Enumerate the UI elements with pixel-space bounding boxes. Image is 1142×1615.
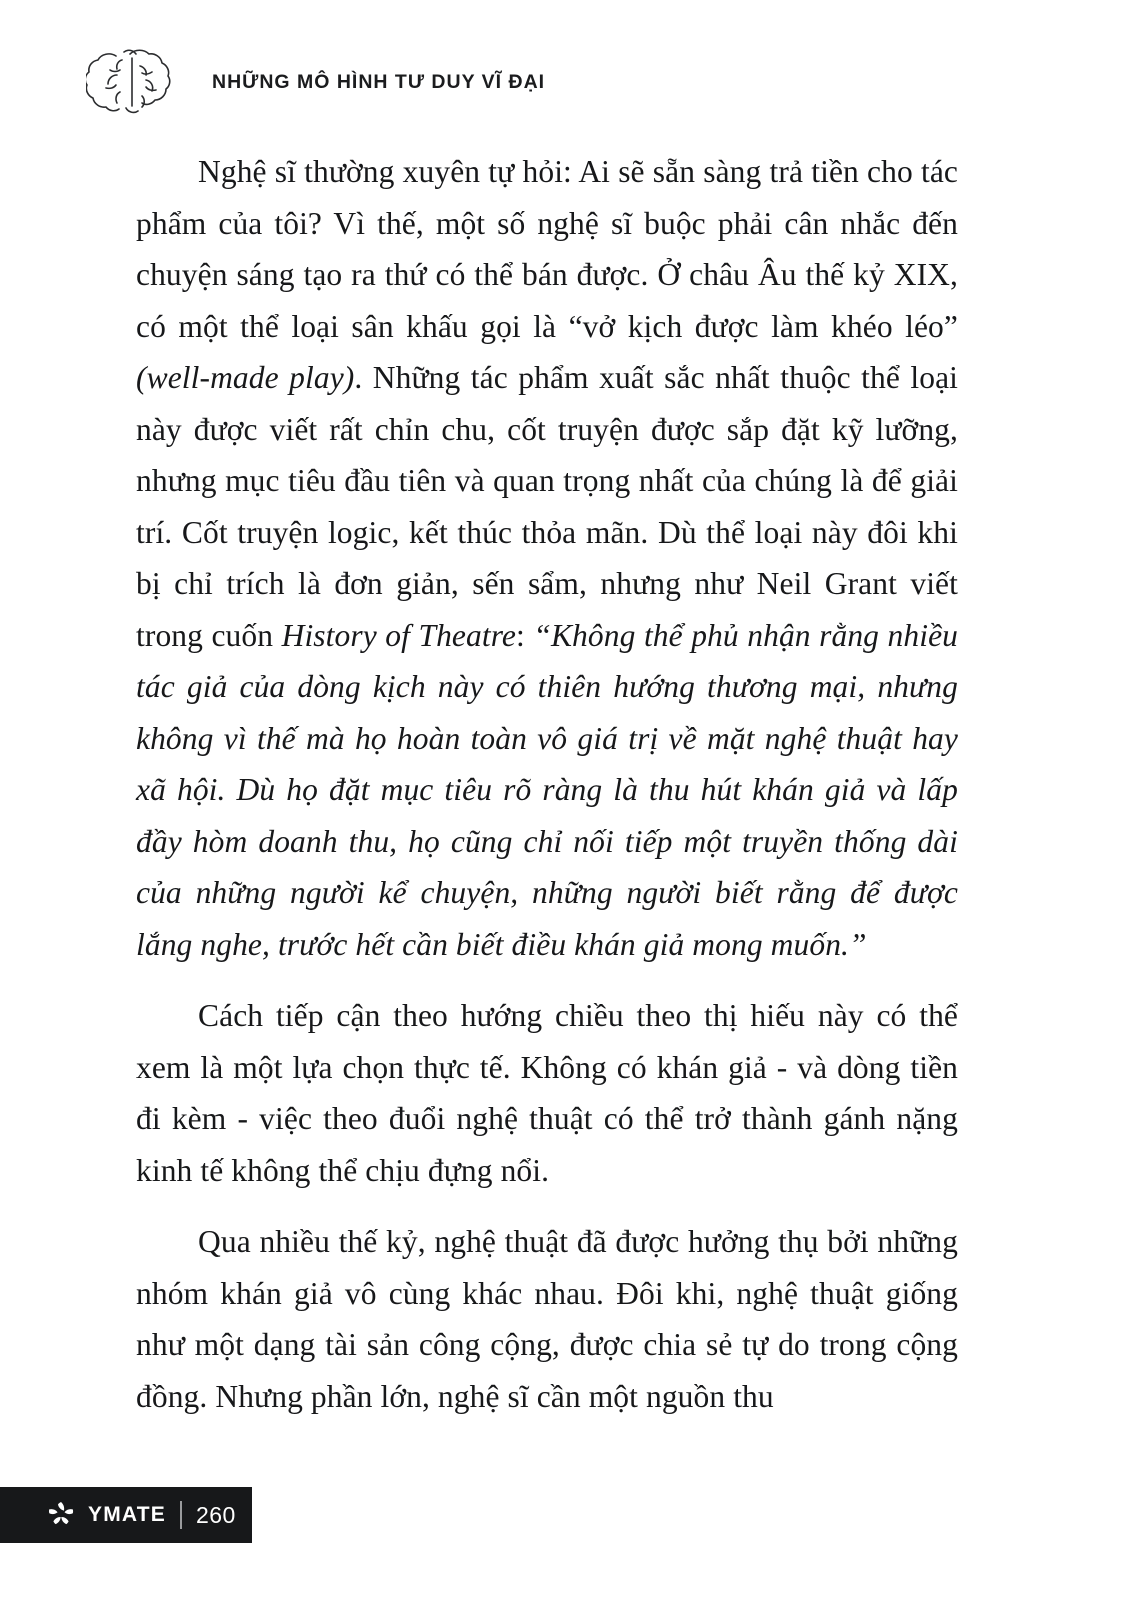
text-run: . Những tác phẩm xuất sắc nhất thuộc thể loại này được viết rất chỉn chu, cốt truyện được sắp đặt kỹ lưỡng, nhưng mục tiêu đầu tiên và quan trọng nhất của chúng là để giải trí. Cốt truyện logic, kết thúc thỏa mãn. Dù thể loại này đôi khi bị chỉ trích là đơn giản, sến sẩm, nhưng như Neil Grant viết trong cuốn (136, 360, 958, 653)
text-run: “Không thể phủ nhận rằng nhiều tác giả của dòng kịch này có thiên hướng thương mại, nhưng không vì thế mà họ hoàn toàn vô giá trị về mặt nghệ thuật hay xã hội. Dù họ đặt mục tiêu rõ ràng là thu hút khán giả và lấp đầy hòm doanh thu, họ cũng chỉ nối tiếp một truyền thống dài của những người kể chuyện, những người biết rằng để được lắng nghe, trước hết cần biết điều khán giả mong muốn.” (136, 617, 958, 962)
brain-icon (86, 44, 178, 120)
text-run: Cách tiếp cận theo hướng chiều theo thị hiếu này có thể xem là một lựa chọn thực tế. Không có khán giả - và dòng tiền đi kèm - việc theo đuổi nghệ thuật có thể trở thành gánh nặng kinh tế không thể chịu đựng nổi. (136, 998, 958, 1188)
paragraph-1 (136, 146, 958, 970)
page-header (86, 44, 1056, 120)
text-run: Qua nhiều thế kỷ, nghệ thuật đã được hưởng thụ bởi những nhóm khán giả vô cùng khác nhau. Đôi khi, nghệ thuật giống như một dạng tài sản công cộng, được chia sẻ tự do trong cộng đồng. Nhưng phần lớn, nghệ sĩ cần một nguồn thu (136, 1224, 958, 1414)
footer-divider (180, 1501, 182, 1529)
ymate-logo-icon (46, 1500, 76, 1530)
footer-brand: YMATE (88, 1503, 166, 1526)
paragraph-3 (136, 1216, 958, 1422)
page-body (136, 146, 958, 1422)
page-header-title: NHỮNG MÔ HÌNH TƯ DUY VĨ ĐẠI (212, 70, 546, 93)
page-number: 260 (195, 1501, 236, 1528)
page-footer (0, 1487, 252, 1543)
text-run: (well-made play) (136, 360, 355, 395)
text-run: Nghệ sĩ thường xuyên tự hỏi: Ai sẽ sẵn sàng trả tiền cho tác phẩm của tôi? Vì thế, một số nghệ sĩ buộc phải cân nhắc đến chuyện sáng tạo ra thứ có thể bán được. Ở châu Âu thế kỷ XIX, có một thể loại sân khấu gọi là “vở kịch được làm khéo léo” (136, 154, 958, 344)
text-run: : (515, 617, 534, 653)
text-run: History of Theatre (281, 617, 516, 653)
paragraph-2 (136, 990, 958, 1196)
